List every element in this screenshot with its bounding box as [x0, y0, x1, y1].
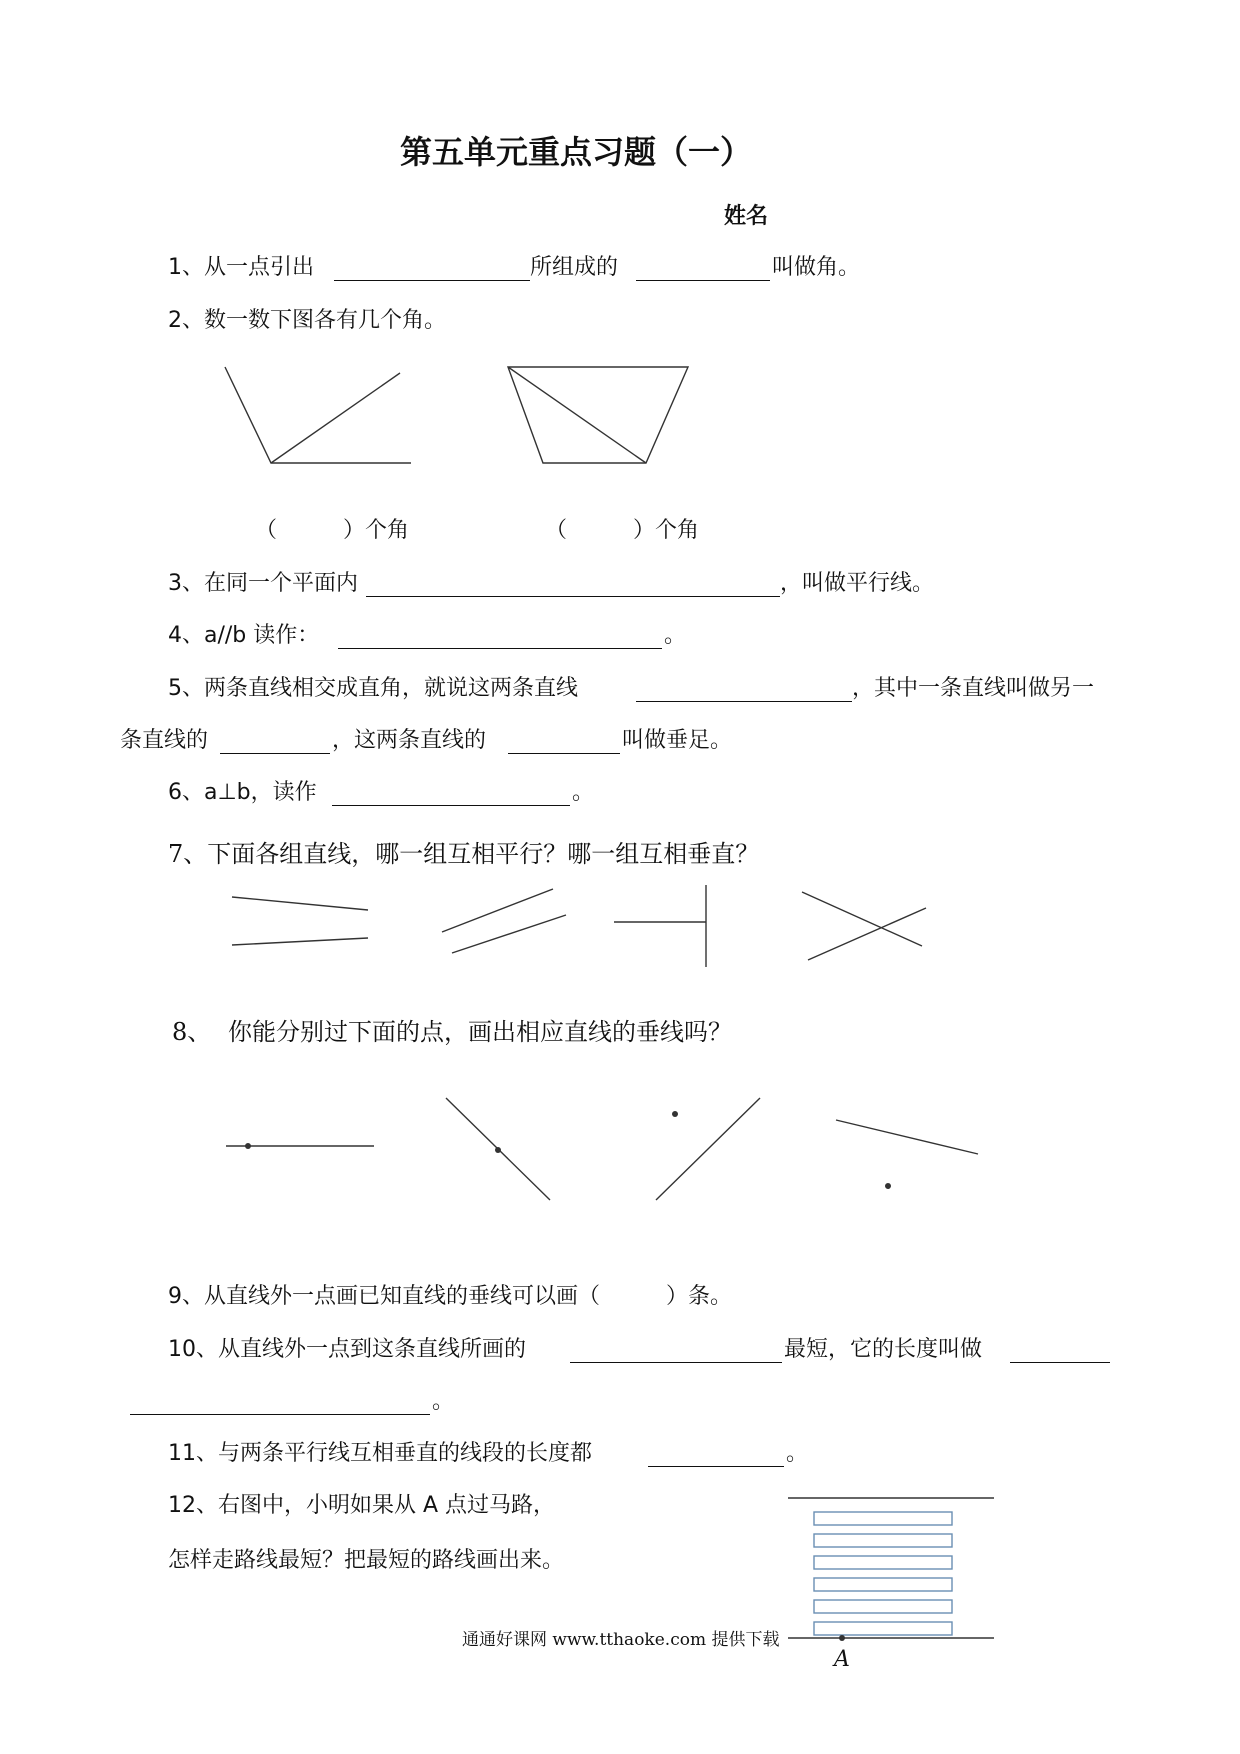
q4-part-a: 4、a//b 读作：: [168, 623, 320, 648]
q3-blank[interactable]: [366, 596, 780, 597]
q2-figure-trapezoid: [498, 355, 698, 470]
q2-question: 2、数一数下图各有几个角。: [168, 308, 446, 333]
q10-blank-2[interactable]: [1010, 1362, 1110, 1363]
q4-blank[interactable]: [338, 648, 662, 649]
q10-part-a: 10、从直线外一点到这条直线所画的: [168, 1337, 526, 1362]
q6-part-b: 。: [572, 780, 595, 805]
q4-part-b: 。: [664, 623, 687, 648]
q5-part-c: 条直线的: [120, 728, 209, 753]
q7-question: 7、下面各组直线，哪一组互相平行？哪一组互相垂直？: [168, 840, 760, 868]
q12-crosswalk-figure: [780, 1488, 1000, 1643]
q8-figure-line-2: [438, 1090, 558, 1210]
q2-answer-2: （ ）个角: [545, 518, 700, 543]
q8-question: 你能分别过下面的点，画出相应直线的垂线吗？: [228, 1018, 732, 1046]
page-title: 第五单元重点习题（一）: [400, 133, 753, 171]
q12-line-1: 12、右图中，小明如果从 A 点过马路，: [168, 1493, 556, 1518]
q12-line-2: 怎样走路线最短？把最短的路线画出来。: [168, 1548, 565, 1573]
q5-part-d: ，这两条直线的: [332, 728, 487, 753]
q10-part-c: 。: [432, 1389, 455, 1414]
q11-part-a: 11、与两条平行线互相垂直的线段的长度都: [168, 1441, 592, 1466]
q10-blank-3[interactable]: [130, 1414, 430, 1415]
q5-part-b: ，其中一条直线叫做另一: [852, 676, 1095, 701]
q3-part-b: ，叫做平行线。: [780, 571, 935, 596]
q5-blank-1[interactable]: [636, 701, 852, 702]
q7-figure-group-3: [600, 875, 720, 975]
q1-part-b: 所组成的: [530, 255, 619, 280]
q8-figure-line-3: [650, 1090, 770, 1210]
q8-figure-line-1: [220, 1130, 380, 1160]
q9-question: 9、从直线外一点画已知直线的垂线可以画（ ）条。: [168, 1284, 732, 1309]
q7-figure-group-4: [790, 880, 940, 970]
q3-part-a: 3、在同一个平面内: [168, 571, 358, 596]
q2-figure-angles: [215, 355, 415, 470]
name-label: 姓名: [724, 204, 769, 229]
q1-blank-2[interactable]: [636, 280, 770, 281]
q1-part-c: 叫做角。: [772, 255, 861, 280]
q6-part-a: 6、a⊥b，读作: [168, 780, 317, 805]
q7-figure-group-2: [430, 880, 590, 960]
q5-part-a: 5、两条直线相交成直角，就说这两条直线: [168, 676, 578, 701]
q5-part-e: 叫做垂足。: [622, 728, 733, 753]
q11-part-b: 。: [786, 1441, 809, 1466]
q7-figure-group-1: [220, 885, 380, 955]
q2-answer-1: （ ）个角: [255, 518, 410, 543]
q1-part-a: 1、从一点引出: [168, 255, 314, 280]
q6-blank[interactable]: [332, 805, 570, 806]
q10-part-b: 最短，它的长度叫做: [784, 1337, 983, 1362]
q11-blank[interactable]: [648, 1466, 784, 1467]
q5-blank-2[interactable]: [220, 753, 330, 754]
q8-number: 8、: [172, 1018, 212, 1046]
footer-source: 通通好课网 www.tthaoke.com 提供下载: [462, 1630, 780, 1650]
q10-blank-1[interactable]: [570, 1362, 782, 1363]
q1-blank-1[interactable]: [334, 280, 530, 281]
q5-blank-3[interactable]: [508, 753, 620, 754]
q8-figure-line-4: [828, 1110, 988, 1200]
q12-point-a-label: A: [834, 1647, 850, 1672]
